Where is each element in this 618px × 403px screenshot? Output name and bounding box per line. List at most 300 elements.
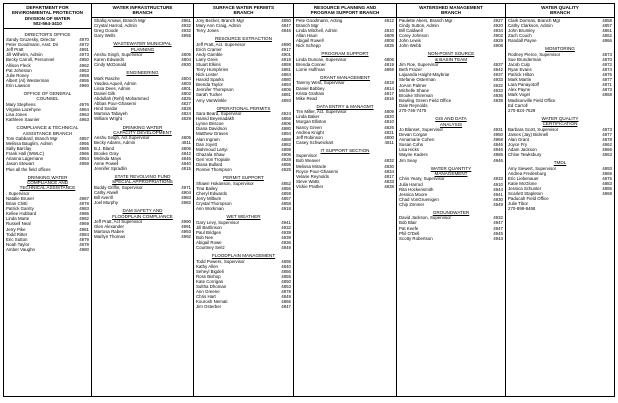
staff-name: Kathleen Saunier	[6, 117, 40, 123]
staff-name: 270-898-8468	[508, 206, 536, 212]
directory-row	[294, 43, 396, 48]
staff-name: Abdullah (Rehl) Mohammed	[94, 96, 149, 102]
staff-name: Harold Sparks	[196, 77, 224, 83]
staff-name: Mark Martin	[508, 77, 532, 83]
phone-extension: 4877	[602, 131, 612, 137]
phone-extension: 4857	[281, 195, 291, 201]
phone-extension: 4827	[181, 101, 191, 107]
phone-extension: 4984	[79, 231, 89, 237]
phone-extension: 4939	[281, 229, 291, 235]
branch-heading-line: DIVISION OF WATER	[24, 15, 71, 21]
phone-extension: 4933	[493, 87, 503, 93]
phone-extension: 4990	[181, 219, 191, 224]
phone-extension: 4840	[281, 263, 291, 269]
column-water-infrastructure	[92, 4, 194, 396]
section-heading-line: TECHNICAL ASSISTANCE	[19, 185, 76, 191]
branch-heading-line: 502-564-3410	[33, 21, 62, 27]
staff-name: Eric Sutton	[6, 236, 28, 242]
phone-extension: 4804	[181, 57, 191, 63]
phone-extension: 4817	[384, 90, 394, 96]
staff-name: Annamarie Cohen	[399, 137, 435, 143]
phone-extension: 4817	[384, 173, 394, 179]
phone-extension: 4835	[384, 43, 394, 49]
staff-name: Erich Cramer	[196, 46, 222, 52]
phone-extension: 4882	[281, 141, 291, 147]
phone-extension: 4856	[281, 185, 291, 191]
phone-extension: 4806	[181, 145, 191, 151]
staff-name: William Wright	[94, 116, 122, 122]
phone-extension: 4803	[181, 80, 191, 86]
phone-extension: 4880	[281, 126, 291, 132]
phone-extension: 4949	[493, 201, 503, 207]
phone-extension: 4842	[181, 150, 191, 156]
staff-name: Matthew Graves	[196, 131, 228, 137]
staff-name: Terry Jones	[196, 28, 219, 33]
phone-extension: 4857	[602, 22, 612, 28]
phone-extension: 4906	[281, 121, 291, 127]
staff-name: Stefanie Osterman	[399, 77, 436, 83]
staff-name: John Brumley	[508, 28, 535, 33]
phone-extension: 4850	[281, 17, 291, 23]
staff-name: Linda Baker	[296, 114, 320, 120]
section-heading-line: CAPACITY DEVELOPMENT	[113, 129, 172, 135]
staff-name: Jeff Pratt, Act Supervisor	[94, 219, 143, 224]
phone-extension: 4906	[281, 151, 291, 157]
staff-name: Crystal Thompson	[196, 200, 232, 206]
section-heading-line: WATER QUANTITY	[430, 165, 472, 171]
staff-name: Jim Seay	[399, 157, 418, 163]
phone-extension: 4928	[281, 156, 291, 162]
staff-name: Cindy McDonald	[94, 62, 127, 68]
phone-extension: 4814	[384, 85, 394, 91]
section-heading-line: ASSISTANCE BRANCH	[22, 130, 73, 136]
staff-name: Lara Panayotoff	[508, 82, 539, 88]
directory-row	[4, 83, 91, 88]
phone-extension: 4893	[281, 97, 291, 103]
staff-name: Plus all the field offices	[6, 166, 51, 172]
phone-extension: 4976	[79, 101, 89, 107]
phone-extension: 4800	[384, 134, 394, 140]
phone-extension: 4869	[602, 170, 612, 176]
staff-name: Tammy West, Supervisor	[296, 80, 345, 86]
staff-name: Eric Liebenauer	[508, 175, 539, 181]
phone-extension: 4846	[281, 28, 291, 33]
phone-extension: 4880	[281, 77, 291, 83]
staff-name: Anshu Singh, Supervisor	[94, 52, 143, 57]
phone-extension: 4847	[281, 22, 291, 28]
phone-extension: 4983	[79, 206, 89, 212]
branch-heading-line: BRANCH	[132, 10, 153, 16]
phone-extension: 4884	[281, 72, 291, 78]
branch-heading	[92, 4, 193, 18]
staff-name: Chloe Tewksbury	[508, 152, 542, 158]
staff-name: Chris Yeary, Supervisor	[399, 176, 445, 182]
phone-extension: 4873	[602, 87, 612, 93]
staff-name: Anne Powell	[94, 160, 119, 166]
staff-name: Scarlett Stapleton	[508, 191, 543, 197]
phone-extension: 4937	[493, 72, 503, 78]
section-heading	[4, 91, 91, 102]
directory-row	[92, 234, 193, 239]
phone-extension	[487, 108, 503, 113]
section-heading-line: WATER QUALITY	[541, 115, 579, 121]
staff-name: Andrea Fredenburg	[508, 170, 547, 176]
staff-name: Corey Johnson	[399, 33, 429, 39]
staff-name: Krista Graham	[296, 90, 325, 96]
phone-extension: 4895	[281, 161, 291, 167]
section-heading	[506, 116, 614, 127]
phone-extension: 4956	[79, 141, 89, 147]
staff-name: Jeff Robinson	[296, 134, 323, 140]
section-heading-line: COUNSEL	[36, 96, 59, 102]
staff-name: Sultha Dhoman	[196, 283, 227, 289]
phone-extension: 4971	[181, 184, 191, 190]
phone-extension: 4963	[79, 117, 89, 123]
phone-extension: 4859	[281, 190, 291, 196]
branch-heading-line: BRANCH	[550, 10, 570, 16]
phone-extension: 4806	[281, 87, 291, 93]
phone-extension: 4881	[281, 66, 291, 72]
staff-name: Allison Fleck	[6, 62, 31, 68]
section-heading-line: COMPLIANCE & TECHNICAL	[16, 125, 79, 131]
staff-name: Cheryl Edwards	[196, 190, 227, 196]
staff-name: Crystal Harrod, Admin	[94, 22, 137, 28]
staff-name: Tom Gabbard, Branch Mgr	[6, 135, 58, 141]
section-heading-line: IT SUPPORT SECTION	[320, 147, 370, 153]
phone-extension: 4833	[384, 178, 394, 184]
section-heading-line: GROUNDWATER	[432, 209, 470, 215]
staff-name: Scotty Robertson	[399, 235, 433, 241]
directory-row	[506, 38, 614, 43]
phone-extension: 4859	[281, 61, 291, 67]
staff-name: Vickie Prather	[296, 183, 324, 189]
staff-name: Steve Watts	[296, 178, 320, 184]
phone-extension: 4832	[384, 158, 394, 164]
phone-extension: 4883	[602, 180, 612, 186]
phone-extension: 4978	[79, 241, 89, 247]
phone-extension: 4820	[384, 114, 394, 120]
phone-extension: 4871	[602, 82, 612, 88]
phone-extension: 4877	[602, 77, 612, 83]
phone-extension: 4809	[384, 109, 394, 115]
column-admin	[4, 4, 92, 396]
phone-extension: 4809	[384, 33, 394, 39]
phone-extension: 4888	[281, 136, 291, 142]
section-heading-line: FLOODPLAIN MANAGEMENT	[211, 253, 276, 259]
staff-name: Chris Hart	[196, 294, 216, 300]
staff-name: Becky Carroll, Personnel	[6, 57, 55, 63]
section-heading-line: DATA ENTRY & MANAGMT	[316, 103, 374, 109]
phone-extension: 4963	[79, 111, 89, 117]
phone-extension: 4929	[493, 38, 503, 44]
phone-extension: 4856	[281, 268, 291, 274]
staff-name: Andy Gamble	[196, 51, 223, 57]
staff-name: Tim Miller, Act. Supervisor	[296, 109, 347, 115]
staff-name: Chad VonGruenigen	[399, 196, 439, 202]
phone-extension: 4846	[181, 155, 191, 161]
directory-row	[92, 166, 193, 171]
phone-extension: 4810	[384, 119, 394, 125]
phone-extension: 4853	[281, 283, 291, 289]
phone-extension: 4973	[79, 52, 89, 58]
phone-extension: 4932	[281, 224, 291, 230]
phone-extension: 4810	[384, 28, 394, 33]
section-heading	[92, 41, 193, 52]
staff-name: Nancy Green	[296, 124, 322, 130]
staff-name: Mike Read	[296, 95, 317, 101]
phone-extension: 4925	[281, 167, 291, 173]
staff-name: Lisa Hicks	[399, 147, 420, 153]
phone-extension: 4970	[79, 37, 89, 43]
section-heading-line: DRINKING WATER	[27, 174, 68, 180]
section-heading-line: DRINKING WATER	[122, 124, 163, 130]
phone-extension: 4829	[181, 116, 191, 122]
phone-extension: 4847	[281, 304, 291, 310]
staff-name: Cathy Clarkson, Admin	[508, 22, 553, 28]
section-heading	[4, 125, 91, 136]
phone-extension: 4869	[384, 66, 394, 72]
staff-name: Linda Marte	[6, 216, 30, 222]
branch-heading	[506, 4, 614, 18]
phone-extension: 4941	[281, 219, 291, 225]
staff-name: Velarie Reynolds	[296, 173, 329, 179]
phone-extension: 4868	[602, 191, 612, 197]
phone-extension: 4932	[181, 28, 191, 33]
phone-extension: 4904	[181, 189, 191, 195]
section-heading	[4, 175, 91, 191]
column-watershed-management	[397, 4, 506, 396]
directory-row	[294, 184, 396, 189]
staff-name: Jill Wilhelm, Admin	[6, 52, 43, 58]
section-heading-line: STATE REVOLVING FUND	[114, 174, 171, 179]
staff-name: Mahmoud Lartyi	[196, 146, 228, 152]
staff-name: Morgan Elliston	[296, 119, 327, 125]
phone-extension: 4983	[181, 195, 191, 200]
phone-extension: 4866	[281, 116, 291, 122]
phone-extension: 4901	[281, 51, 291, 57]
phone-extension: 4939	[281, 234, 291, 240]
directory-row	[92, 62, 193, 67]
section-heading-line: COMPLIANCE AND	[26, 180, 69, 186]
staff-name: Jill Bartlinson	[196, 224, 222, 230]
phone-extension: 4946	[493, 157, 503, 163]
staff-name: Royce Pour-Ghasemi	[296, 168, 338, 174]
staff-name: Paul Bridges	[196, 229, 221, 235]
staff-name: Jory Becker, Branch Mgr	[196, 17, 245, 23]
section-heading-line: SPECIAL APPROPRIATIONS	[112, 179, 173, 185]
phone-extension: 4955	[79, 77, 89, 83]
phone-extension: 4868	[602, 92, 612, 98]
section-heading-line: TMDL	[553, 160, 567, 166]
staff-name: Joyce Fry	[508, 141, 528, 147]
phone-extension: 4957	[79, 135, 89, 141]
staff-name: Brenda Conner	[296, 61, 326, 67]
staff-name: Hind Sardar	[94, 106, 118, 112]
phone-extension: 4861	[602, 28, 612, 33]
phone-extension: 4858	[602, 17, 612, 23]
phone-extension: 4858	[281, 200, 291, 206]
staff-name: Frank Hall (WWLC)	[6, 151, 45, 157]
phone-extension: 4918	[281, 56, 291, 62]
staff-name: Sara Beard, Supervisor	[196, 111, 242, 117]
staff-name: Karen Edwards	[94, 57, 125, 63]
staff-name: Bill Averill	[94, 195, 113, 200]
phone-extension: 4959	[79, 161, 89, 167]
phone-extension: 4873	[602, 126, 612, 132]
staff-name: Brooke Gray	[94, 150, 119, 156]
phone-extension: 4812	[384, 17, 394, 23]
staff-name: Martosa Tabayeh	[94, 111, 128, 117]
phone-extension: 4955	[181, 33, 191, 39]
section-heading: DIRECTOR'S OFFICE	[24, 31, 71, 37]
staff-name: Nick Lester	[196, 72, 218, 78]
staff-name: 270-746-7475	[399, 108, 427, 114]
staff-name: Stuart Elkins	[196, 61, 221, 67]
phone-extension: 4936	[493, 92, 503, 98]
section-heading-line: WET WEATHER	[226, 214, 261, 220]
staff-name: Jennifer Spradlin	[94, 165, 127, 171]
phone-extension: 4991	[79, 47, 89, 53]
phone-extension: 4978	[79, 201, 89, 207]
staff-name: Kellee Hubbard	[6, 211, 37, 217]
phone-extension: 4991	[181, 224, 191, 230]
phone-extension: 4932	[181, 22, 191, 28]
staff-name: Diana Bullard	[196, 161, 223, 167]
phone-extension: 4870	[602, 56, 612, 62]
staff-name: Mary Stephens	[6, 101, 36, 107]
staff-name: Natalie Bruner	[6, 195, 35, 201]
section-heading	[92, 208, 193, 219]
phone-extension: 4866	[281, 299, 291, 305]
staff-name: Linda Mitchell, Admin	[296, 28, 338, 33]
phone-extension: 4862	[602, 33, 612, 39]
staff-name: Becky Adams, Admin	[94, 140, 136, 146]
phone-extension: 4944	[493, 186, 503, 192]
staff-name: Brooke Shireman	[399, 92, 433, 98]
staff-name: Lynne Briscoe	[196, 121, 224, 127]
staff-name: Melissa Miracle	[296, 163, 327, 169]
section-heading	[397, 116, 505, 127]
phone-extension: 4960	[79, 82, 89, 88]
phone-extension: 4982	[79, 216, 89, 222]
section-heading	[397, 166, 505, 177]
phone-extension: 4962	[79, 62, 89, 68]
staff-name: Daniel Babbey	[296, 85, 325, 91]
staff-name: Anshu Singh, Act Supervisor	[94, 135, 150, 141]
staff-name: JoAnn Palmer	[399, 82, 427, 88]
staff-name: Glen Alexander	[94, 224, 125, 230]
phone-extension: 4855	[281, 273, 291, 279]
staff-name: James (Jay) Bicknell	[508, 131, 549, 137]
directory-row	[397, 43, 505, 48]
phone-extension: 4961	[181, 17, 191, 23]
phone-extension: 4840	[181, 160, 191, 166]
phone-extension	[596, 206, 612, 211]
phone-extension: 4825	[181, 96, 191, 102]
staff-name: Jim Roe, Supervisor	[399, 62, 439, 68]
phone-extension: 4969	[79, 221, 89, 227]
phone-extension: 4893	[281, 82, 291, 88]
section-heading-line: OPERATIONAL PERMITS	[216, 105, 271, 111]
staff-name: Rodney Pierce, Supervisor	[508, 51, 561, 57]
phone-extension: 4986	[79, 211, 89, 217]
phone-extension: 4828	[181, 106, 191, 112]
branch-heading-line: BRANCH	[441, 10, 461, 16]
section-heading-line: PLANNING	[130, 46, 155, 52]
phone-extension: 4874	[602, 66, 612, 72]
branch-heading-line: PROGRAM SUPPORT BRANCH	[310, 10, 380, 16]
section-heading-line: GIS AND DATA	[435, 116, 467, 122]
directory-row	[194, 28, 293, 33]
staff-name: Clark Dorman, Branch Mgr	[508, 17, 561, 23]
phone-extension: 4918	[281, 206, 291, 212]
staff-name: Jerry Pike	[6, 226, 26, 232]
staff-name: Courtney Seitz	[196, 245, 225, 250]
section-heading-line: WASTEWATER MUNICIPAL	[113, 41, 172, 47]
staff-name: Lissa Dees, Admin	[94, 85, 131, 91]
phone-extension: 4850	[281, 278, 291, 284]
staff-name: Julie Roney	[6, 72, 29, 78]
branch-heading	[397, 4, 505, 18]
phone-extension: 4811	[384, 139, 394, 145]
staff-name: Ronnie Thompson	[196, 167, 232, 173]
staff-name: Mary Ann Craig, Admin	[196, 22, 241, 28]
phone-extension: 4932	[493, 82, 503, 88]
directory-row	[194, 98, 293, 103]
phone-extension: 4826	[384, 124, 394, 130]
staff-name: Branch Mgr	[296, 22, 319, 28]
phone-extension: 4946	[493, 147, 503, 153]
branch-heading-line: BRANCH	[233, 10, 254, 16]
phone-extension: 4931	[493, 126, 503, 132]
phone-extension: 4819	[384, 61, 394, 67]
staff-name: Bob Weaver	[296, 158, 321, 164]
phone-extension: 4993	[181, 229, 191, 235]
section-heading-line: FLOODPLAIN COMPLIANCE	[112, 213, 173, 219]
directory-row	[4, 167, 91, 172]
staff-name: Julia Harrod	[399, 181, 423, 187]
phone-extension: 4834	[384, 168, 394, 174]
staff-name: Patrick Hilton	[508, 72, 534, 78]
phone-extension: 4964	[79, 106, 89, 112]
staff-name: Amber Vaughn	[6, 246, 35, 252]
staff-name: Alan Grant	[508, 136, 529, 142]
staff-name: Brian Chitti	[6, 201, 28, 207]
staff-name: John Lewis	[399, 38, 421, 44]
staff-name: Ryan Evans	[508, 66, 532, 72]
phone-extension: 4895	[281, 258, 291, 264]
phone-extension: 4942	[493, 67, 503, 73]
staff-name: Jacob Culp	[508, 61, 530, 67]
staff-name: Erin Lawson	[6, 82, 31, 88]
phone-extension: 4908	[493, 43, 503, 49]
staff-name: Noah Taylor	[6, 241, 30, 247]
phone-extension: 4873	[602, 51, 612, 57]
staff-name: Todd Ritter	[6, 231, 28, 237]
phone-extension: 4972	[79, 42, 89, 48]
section-heading-line: RESOURCE EXTRACTION	[215, 36, 272, 42]
phone-extension: 4863	[602, 152, 612, 158]
phone-extension: 4898	[281, 146, 291, 152]
staff-name: Geri Von Tropiale	[196, 156, 230, 162]
staff-name: 270-824-7529	[508, 107, 536, 113]
staff-name: Ed Carroll	[508, 102, 528, 108]
directory-row	[92, 116, 193, 121]
phone-extension: 4802	[181, 90, 191, 96]
staff-name: Jo Blanset, Supervisor	[399, 126, 443, 132]
staff-name: Kate Corrigan	[196, 278, 224, 284]
branch-heading-line: WATERSHED MANAGEMENT	[419, 5, 483, 10]
